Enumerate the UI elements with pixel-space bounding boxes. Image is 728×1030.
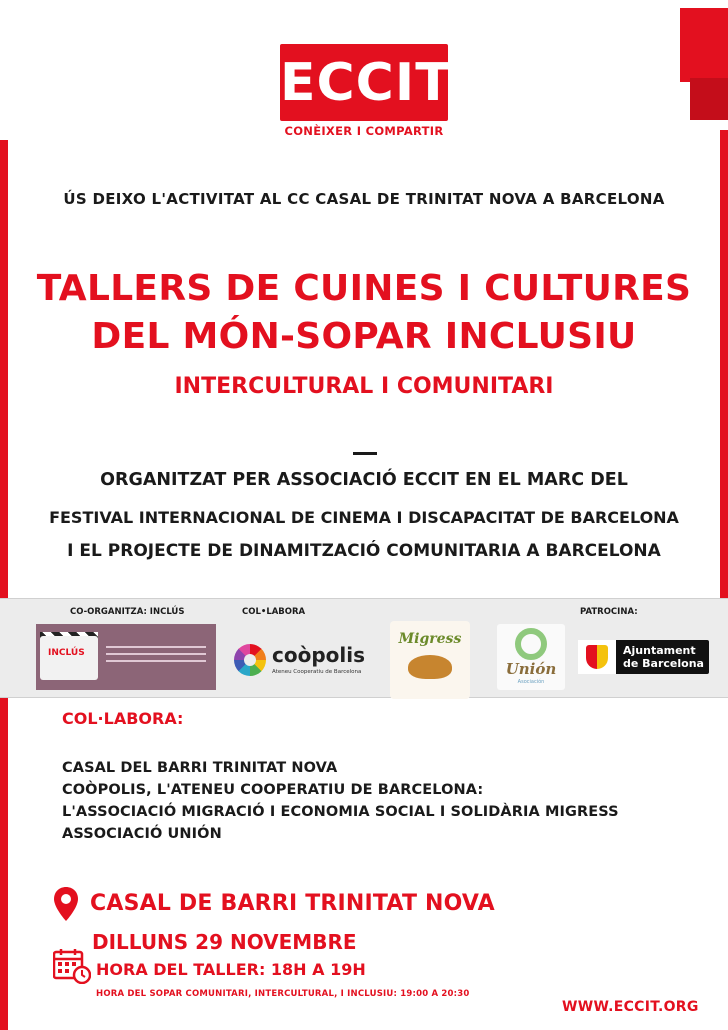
colabora-item: COÒPOLIS, L'ATENEU COOPERATIU DE BARCELONA:	[62, 782, 484, 798]
coopolis-logo	[232, 640, 366, 684]
eccit-logo	[280, 44, 452, 140]
divider	[353, 452, 377, 455]
migress-logo	[390, 621, 470, 699]
venue-name: CASAL DE BARRI TRINITAT NOVA	[90, 891, 495, 916]
coopolis-subtitle: Ateneu Cooperatiu de Barcelona	[272, 669, 362, 675]
title-line-3: INTERCULTURAL I COMUNITARI	[174, 374, 554, 399]
event-date: DILLUNS 29 NOVEMBRE	[92, 930, 357, 954]
coopolis-name: coòpolis	[272, 643, 366, 667]
barcelona-shield-icon	[578, 640, 616, 674]
inclus-festival-logo	[36, 624, 216, 690]
logo-word: ECCIT	[280, 53, 452, 113]
title-line-1: TALLERS DE CUINES I CULTURES	[36, 268, 692, 309]
title-line-2: DEL MÓN-SOPAR INCLUSIU	[91, 316, 637, 357]
location-pin-icon	[54, 887, 78, 921]
decor-block-top-right	[680, 8, 728, 82]
website-link[interactable]: WWW.ECCIT.ORG	[562, 999, 699, 1015]
organized-line-2: FESTIVAL INTERNACIONAL DE CINEMA I DISCAPACITAT DE BARCELONA	[49, 508, 679, 527]
coorganitza-label: CO-ORGANITZA: INCLÚS	[70, 607, 185, 617]
colabora-item: CASAL DEL BARRI TRINITAT NOVA	[62, 760, 338, 776]
coopolis-wheel-icon	[234, 644, 266, 676]
logo-tagline: CONÈIXER I COMPARTIR	[284, 124, 444, 138]
patrocina-label: PATROCINA:	[580, 607, 638, 617]
union-flower-icon	[515, 628, 547, 660]
migress-name: Migress	[398, 631, 462, 647]
organized-line-1: ORGANITZAT PER ASSOCIACIÓ ECCIT EN EL MARC DEL	[100, 470, 628, 490]
union-name: Unión	[505, 660, 557, 678]
inclus-badge: INCLÚS	[48, 648, 85, 658]
colabora-item: ASSOCIACIÓ UNIÓN	[62, 826, 222, 842]
calendar-clock-icon	[53, 948, 91, 984]
intro-text: ÚS DEIXO L'ACTIVITAT AL CC CASAL DE TRINITAT NOVA A BARCELONA	[63, 190, 665, 208]
colabora-label: COL•LABORA	[242, 607, 306, 617]
ajuntament-line-1: Ajuntament	[623, 644, 696, 657]
decor-block-right	[690, 78, 728, 120]
workshop-hours: HORA DEL TALLER: 18H A 19H	[96, 960, 366, 979]
dinner-hours: HORA DEL SOPAR COMUNITARI, INTERCULTURAL, I INCLUSIU: 19:00 A 20:30	[96, 989, 470, 999]
colabora-item: L'ASSOCIACIÓ MIGRACIÓ I ECONOMIA SOCIAL I SOLIDÀRIA MIGRESS	[62, 804, 619, 820]
ajuntament-logo	[579, 640, 709, 674]
colabora-heading: COL·LABORA:	[62, 709, 184, 728]
union-logo	[497, 624, 565, 690]
ajuntament-line-2: de Barcelona	[623, 657, 704, 670]
union-subtitle: Asociación	[517, 679, 545, 685]
organized-line-3: I EL PROJECTE DE DINAMITZACIÓ COMUNITARIA A BARCELONA	[67, 541, 661, 561]
